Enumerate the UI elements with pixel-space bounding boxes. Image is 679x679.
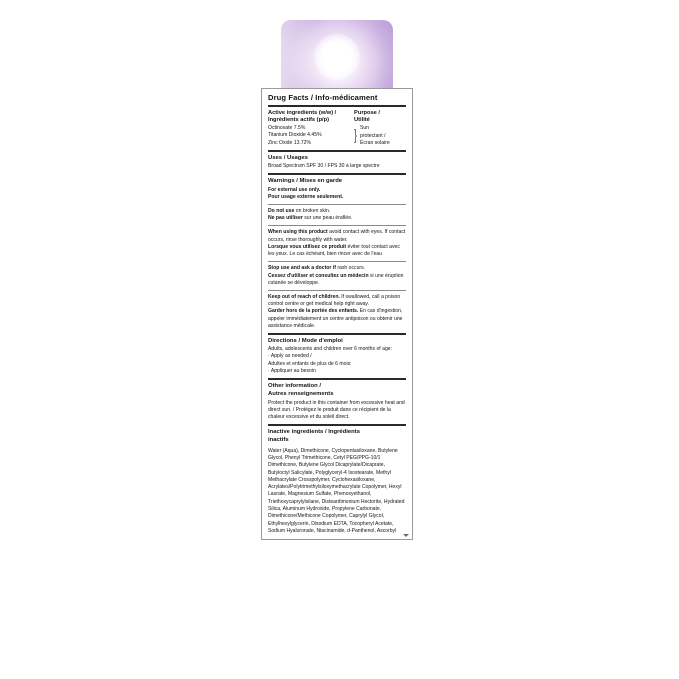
warning-paragraph [268, 265, 406, 272]
warning-rest: on broken skin. [294, 207, 331, 214]
active-ingredients-detail [268, 125, 406, 147]
warning-bold: For external use only. [268, 186, 321, 193]
divider [268, 173, 406, 175]
divider [268, 225, 406, 226]
warning-paragraph [268, 308, 406, 330]
warning-bold: Keep out of reach of children. [268, 293, 340, 300]
purpose-line2: protectant / [360, 132, 386, 139]
divider [268, 424, 406, 426]
warning-bold: Lorsque vous utilisez ce produit [268, 243, 347, 250]
warning-paragraph [268, 215, 406, 222]
other-information-title-line1: Other information / [268, 383, 322, 390]
uses-body: Broad Spectrum SPF 30 / FPS 30 à large spectre [268, 163, 380, 170]
warning-rest: éviter tout contact avec les yeux. Le cas échéant, bien rincer avec de l'eau [268, 243, 400, 258]
divider [268, 261, 406, 262]
active-ingredients-heading-line1: Active ingredients (w/w) / [268, 110, 337, 117]
warning-paragraph [268, 273, 406, 287]
warning-paragraph [268, 194, 406, 201]
warnings-title: Warnings / Mises en garde [268, 178, 343, 185]
active-ingredient-item: Titanium Dioxide 4.45% [268, 132, 322, 139]
active-ingredient-item: Zinc Oxide 13.72% [268, 139, 312, 146]
uses-section [268, 155, 406, 170]
brace-glyph: } [354, 127, 357, 145]
other-information-body: Protect the product in this container from excessive heat and direct sun. / Protégez le produit dans ce récipient de la chaleur excessive et du soleil direct. [268, 399, 405, 420]
cap-glow [314, 34, 360, 80]
warning-bold: Pour usage externe seulement. [268, 193, 344, 200]
inactive-ingredients-title-line1: Inactive ingredients / Ingrédients [268, 429, 360, 436]
purpose-line1: Sun [360, 125, 370, 132]
warning-bold: When using this product [268, 229, 328, 236]
warning-paragraph [268, 187, 406, 194]
drug-facts-label [261, 88, 413, 540]
purpose-text [360, 125, 406, 146]
divider [268, 150, 406, 152]
active-ingredients-section [268, 110, 406, 147]
divider [268, 290, 406, 291]
uses-title: Uses / Usages [268, 154, 308, 161]
active-ingredients-heading-line2: Ingrédients actifs (p/p) [268, 117, 329, 124]
cap-sheen [281, 20, 317, 88]
warning-paragraph [268, 294, 406, 308]
warning-rest: rash occurs. [335, 265, 366, 272]
package-cap-graphic [281, 20, 393, 88]
warning-bold: Ne pas utiliser [268, 215, 303, 222]
divider [268, 378, 406, 380]
directions-line: Adults, adolescents and children over 6 months of age: [268, 346, 393, 353]
inactive-ingredients-body: Water (Aqua), Dimethicone, Cyclopentasiloxane, Butylene Glycol, Phenyl Trimethicone, Cetyl PEG/PPG-10/1 Dimethicone, Butylene Glycol Dicaprylate/Dicaprate, Butyloctyl Salicylate, Polyglyceryl-4 Isostearate, Methyl Methacrylate Crosspolymer, Cyclohexasiloxane, Acrylates/Polytrimethylsiloxymethacrylate Copolymer, Hexyl Laurate, Magnesium Sulfate, Phenoxyethanol, Triethoxycaprylylsilane, Disteardimonium Hectorite, Hydrated Silica, Aluminum Hydroxide, Propylene Carbonate, Dimethicone/Methicone Copolymer, Caprylyl Glycol, Ethylhexylglycerin, Disodium EDTA, Tocopheryl Acetate, Sodium Hyaluronate, Niacinamide, d-Panthenol, Ascorbyl [268, 447, 405, 535]
divider [268, 204, 406, 205]
warning-rest: sur une peau éraflée. [302, 215, 353, 222]
caret-down-icon [403, 534, 409, 537]
divider [268, 333, 406, 335]
warning-bold: Garder hors de la portée des enfants. [268, 308, 359, 315]
directions-line: Adultes et enfants de plus de 6 mois: [268, 360, 352, 367]
inactive-ingredients-title-line2: inactifs [268, 437, 289, 444]
warning-paragraph [268, 208, 406, 215]
warning-paragraph [268, 229, 406, 243]
directions-line: · Appliquer au besoin [268, 367, 316, 374]
directions-line: · Apply as needed / [268, 353, 312, 360]
active-ingredient-item: Octinoxate 7.5% [268, 125, 306, 132]
product-package [261, 20, 413, 660]
warning-rest: si une éruption cutanée se développe. [268, 272, 404, 286]
divider [268, 105, 406, 107]
warning-bold: Cessez d'utiliser et consultez un médecin [268, 272, 369, 279]
active-ingredients-list [268, 125, 351, 147]
purpose-heading-line1: Purpose / [354, 110, 380, 117]
other-information-title-line2: Autres renseignements [268, 391, 334, 398]
directions-title: Directions / Mode d'emploi [268, 338, 343, 345]
warning-rest: avoid contact with eyes. If contact occurs, rinse thoroughly with water. [268, 229, 406, 243]
active-ingredients-headers [268, 110, 406, 124]
warning-bold: Stop use and ask a doctor if [268, 265, 336, 272]
warnings-section [268, 178, 406, 330]
other-information-section [268, 383, 406, 421]
inactive-ingredients-section [268, 429, 406, 535]
warning-paragraph [268, 244, 406, 258]
directions-section [268, 338, 406, 375]
warning-rest: En cas d'ingestion, appeler immédiatement un centre antipoison ou obtenir une assistance médicale. [268, 308, 403, 329]
purpose-heading-line2: Utilité [354, 117, 370, 124]
warning-rest: If swallowed, call a poison control centre or get medical help right away. [268, 293, 401, 308]
purpose-line3: Écran solaire [360, 139, 390, 146]
drug-facts-heading: Drug Facts / Info-médicament [268, 93, 378, 102]
warning-bold: Do not use [268, 207, 295, 214]
